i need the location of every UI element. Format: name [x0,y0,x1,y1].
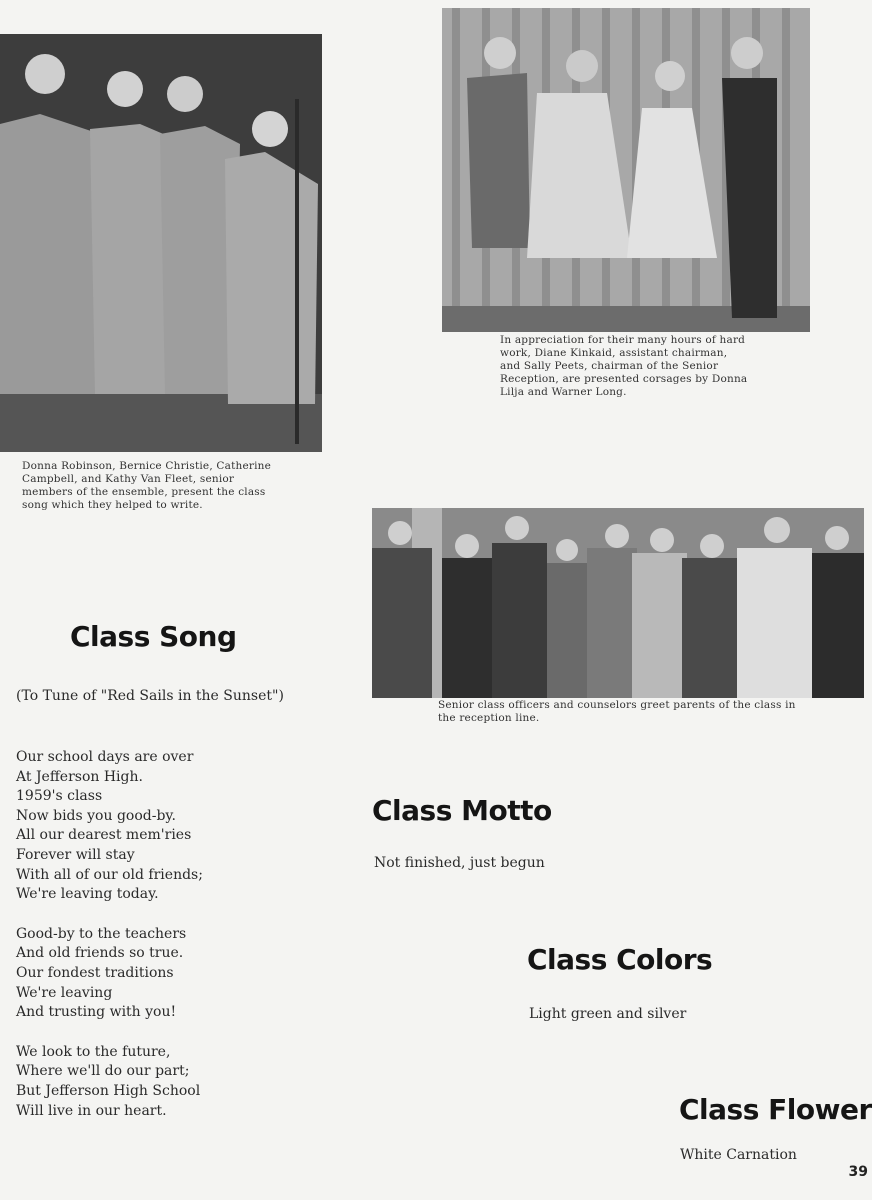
class-song-subtitle: (To Tune of "Red Sails in the Sunset") [16,688,284,704]
class-colors-text: Light green and silver [529,1006,687,1022]
class-flower-text: White Carnation [680,1147,797,1163]
song-stanza-1: Our school days are over At Jefferson High. 1959's class Now bids you good-by. All our dearest mem'ries Forever will stay With all of our old friends; We're leaving today. [16,749,203,903]
corsage-caption: In appreciation for their many hours of hard work, Diane Kinkaid, assistant chairman, and Sally Peets, chairman of the Senior Reception, are presented corsages by Donna Lilja and Warner Long. [500,334,748,398]
class-song-heading: Class Song [70,620,237,653]
ensemble-photo [0,34,322,452]
song-stanza-2: Good-by to the teachers And old friends so true. Our fondest traditions We're leaving And trusting with you! [16,925,187,1021]
class-song-lyrics [16,748,203,1141]
reception-photo [372,508,864,698]
song-stanza-3: We look to the future, Where we'll do our part; But Jefferson High School Will live in our heart. [16,1043,201,1119]
reception-caption: Senior class officers and counselors greet parents of the class in the reception line. [438,699,796,724]
ensemble-caption: Donna Robinson, Bernice Christie, Catherine Campbell, and Kathy Van Fleet, senior members of the ensemble, present the class song which they helped to write. [22,460,272,511]
page-number: 39 [848,1164,868,1180]
corsage-photo [442,8,810,332]
class-motto-text: Not finished, just begun [374,855,545,871]
class-flower-heading: Class Flower [679,1093,872,1126]
class-motto-heading: Class Motto [372,794,552,827]
class-colors-heading: Class Colors [527,943,713,976]
